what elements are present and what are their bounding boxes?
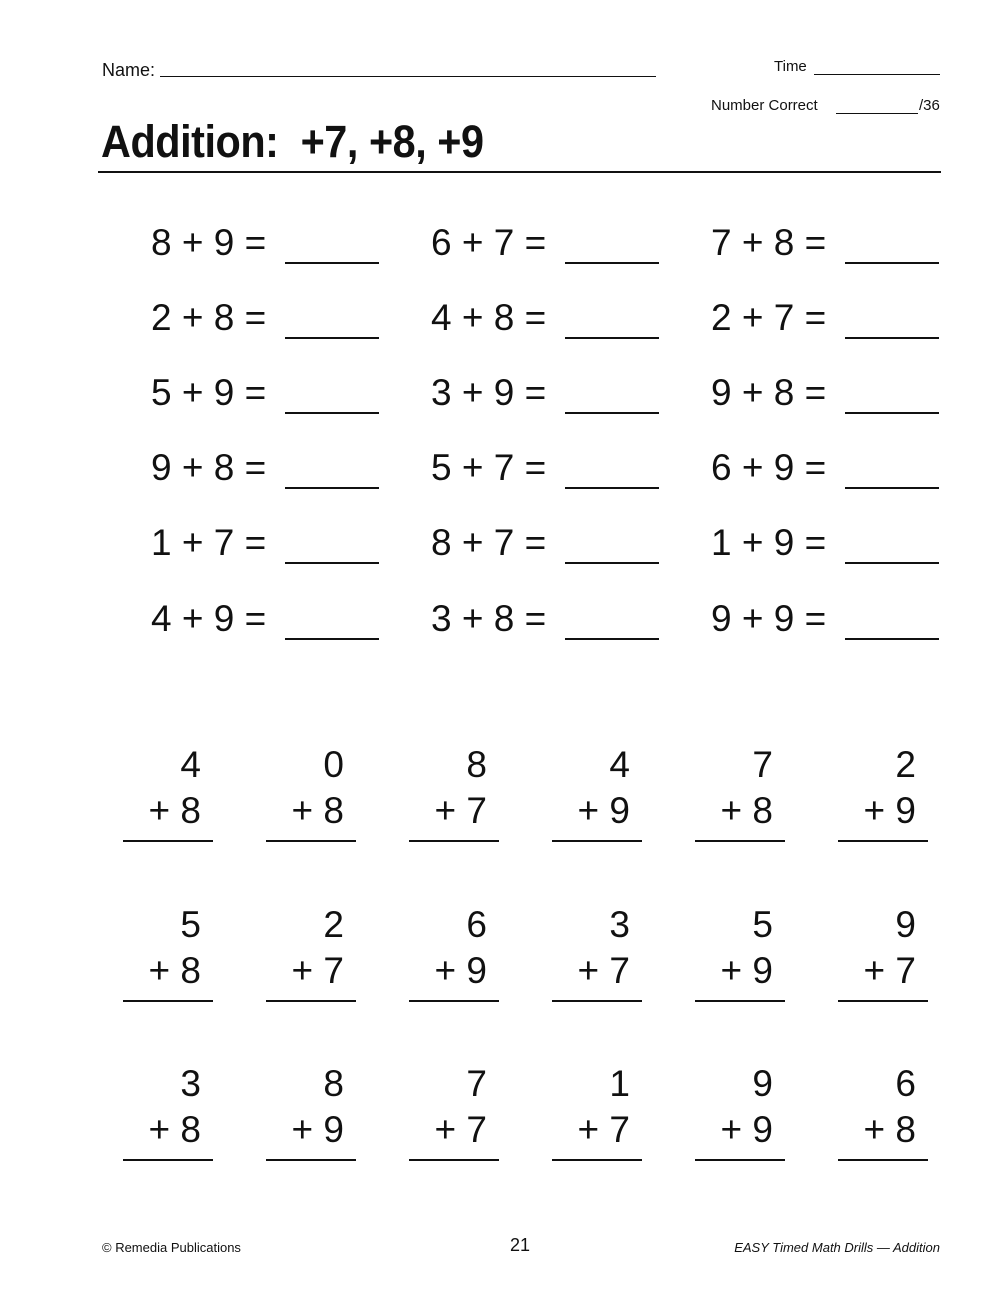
answer-blank[interactable] [565,307,659,339]
addend-bottom: + 7 [291,950,344,991]
answer-line[interactable] [266,1159,356,1161]
equation-text: 7 + 8 = [711,222,827,263]
addend-bottom: + 8 [291,790,344,831]
vertical-problem [123,744,213,840]
answer-blank[interactable] [845,382,939,414]
answer-line[interactable] [552,840,642,842]
answer-line[interactable] [409,1159,499,1161]
answer-line[interactable] [552,1159,642,1161]
vertical-problem [266,744,356,840]
addend-top: 3 [180,1063,201,1104]
equation-text: 4 + 8 = [431,297,547,338]
addend-bottom: + 9 [291,1109,344,1150]
equation-text: 1 + 7 = [151,522,267,563]
answer-line[interactable] [838,1000,928,1002]
answer-line[interactable] [266,1000,356,1002]
vertical-problem [695,904,785,1000]
equation-text: 5 + 9 = [151,372,267,413]
vertical-problem [695,1063,785,1159]
vertical-problem [266,904,356,1000]
addend-bottom: + 9 [863,790,916,831]
addend-bottom: + 7 [577,950,630,991]
addend-top: 4 [609,744,630,785]
answer-blank[interactable] [285,532,379,564]
addend-bottom: + 8 [148,1109,201,1150]
footer-copyright: © Remedia Publications [102,1240,241,1255]
equation-text: 5 + 7 = [431,447,547,488]
addend-bottom: + 7 [434,790,487,831]
equation-text: 8 + 7 = [431,522,547,563]
vertical-problem [838,1063,928,1159]
vertical-problem [409,744,499,840]
vertical-problem [552,904,642,1000]
answer-line[interactable] [266,840,356,842]
answer-blank[interactable] [285,608,379,640]
answer-blank[interactable] [565,608,659,640]
addend-top: 0 [323,744,344,785]
addend-bottom: + 8 [863,1109,916,1150]
number-correct-label: Number Correct [711,97,818,114]
addend-top: 2 [895,744,916,785]
addend-top: 7 [752,744,773,785]
vertical-problem [695,744,785,840]
vertical-problem [266,1063,356,1159]
addend-bottom: + 8 [148,950,201,991]
equation-text: 2 + 8 = [151,297,267,338]
addend-top: 8 [323,1063,344,1104]
answer-blank[interactable] [845,608,939,640]
addend-top: 9 [895,904,916,945]
answer-line[interactable] [695,1000,785,1002]
answer-line[interactable] [838,840,928,842]
answer-line[interactable] [123,1000,213,1002]
addend-top: 5 [180,904,201,945]
addend-bottom: + 9 [720,1109,773,1150]
addend-bottom: + 8 [148,790,201,831]
answer-line[interactable] [695,840,785,842]
time-field-line[interactable] [814,74,940,75]
vertical-problem [409,904,499,1000]
equation-text: 6 + 7 = [431,222,547,263]
number-correct-field-line[interactable] [836,113,918,114]
addend-top: 8 [466,744,487,785]
addend-bottom: + 7 [863,950,916,991]
vertical-problem [123,904,213,1000]
equation-text: 3 + 8 = [431,598,547,639]
addend-top: 4 [180,744,201,785]
addend-top: 6 [466,904,487,945]
addend-bottom: + 9 [577,790,630,831]
equation-text: 8 + 9 = [151,222,267,263]
answer-line[interactable] [409,840,499,842]
equation-text: 3 + 9 = [431,372,547,413]
equation-text: 2 + 7 = [711,297,827,338]
vertical-problem [552,744,642,840]
answer-blank[interactable] [845,232,939,264]
equation-text: 9 + 8 = [151,447,267,488]
answer-blank[interactable] [845,457,939,489]
addend-top: 5 [752,904,773,945]
addend-top: 3 [609,904,630,945]
answer-blank[interactable] [845,532,939,564]
equation-text: 4 + 9 = [151,598,267,639]
page-title: Addition: +7, +8, +9 [101,116,484,167]
answer-blank[interactable] [565,532,659,564]
vertical-problem [552,1063,642,1159]
number-correct-total: /36 [919,97,940,114]
answer-blank[interactable] [285,382,379,414]
footer-book-title: EASY Timed Math Drills — Addition [734,1240,940,1255]
answer-line[interactable] [409,1000,499,1002]
addend-bottom: + 8 [720,790,773,831]
equation-text: 6 + 9 = [711,447,827,488]
addend-top: 6 [895,1063,916,1104]
addend-top: 1 [609,1063,630,1104]
equation-text: 9 + 8 = [711,372,827,413]
vertical-problem [838,904,928,1000]
addend-top: 9 [752,1063,773,1104]
answer-line[interactable] [123,840,213,842]
addend-bottom: + 7 [434,1109,487,1150]
equation-text: 9 + 9 = [711,598,827,639]
answer-blank[interactable] [565,382,659,414]
answer-blank[interactable] [565,232,659,264]
title-rule [98,171,941,173]
name-field-line[interactable] [160,76,656,77]
answer-line[interactable] [123,1159,213,1161]
answer-line[interactable] [695,1159,785,1161]
answer-blank[interactable] [845,307,939,339]
answer-line[interactable] [838,1159,928,1161]
answer-blank[interactable] [285,457,379,489]
vertical-problem [409,1063,499,1159]
answer-blank[interactable] [565,457,659,489]
vertical-problem [123,1063,213,1159]
addend-top: 7 [466,1063,487,1104]
equation-text: 1 + 9 = [711,522,827,563]
footer-page-number: 21 [510,1235,531,1255]
addend-bottom: + 9 [434,950,487,991]
answer-line[interactable] [552,1000,642,1002]
addend-bottom: + 9 [720,950,773,991]
addend-top: 2 [323,904,344,945]
time-label: Time [774,58,807,75]
answer-blank[interactable] [285,232,379,264]
answer-blank[interactable] [285,307,379,339]
vertical-problem [838,744,928,840]
name-label: Name: [102,60,156,80]
addend-bottom: + 7 [577,1109,630,1150]
